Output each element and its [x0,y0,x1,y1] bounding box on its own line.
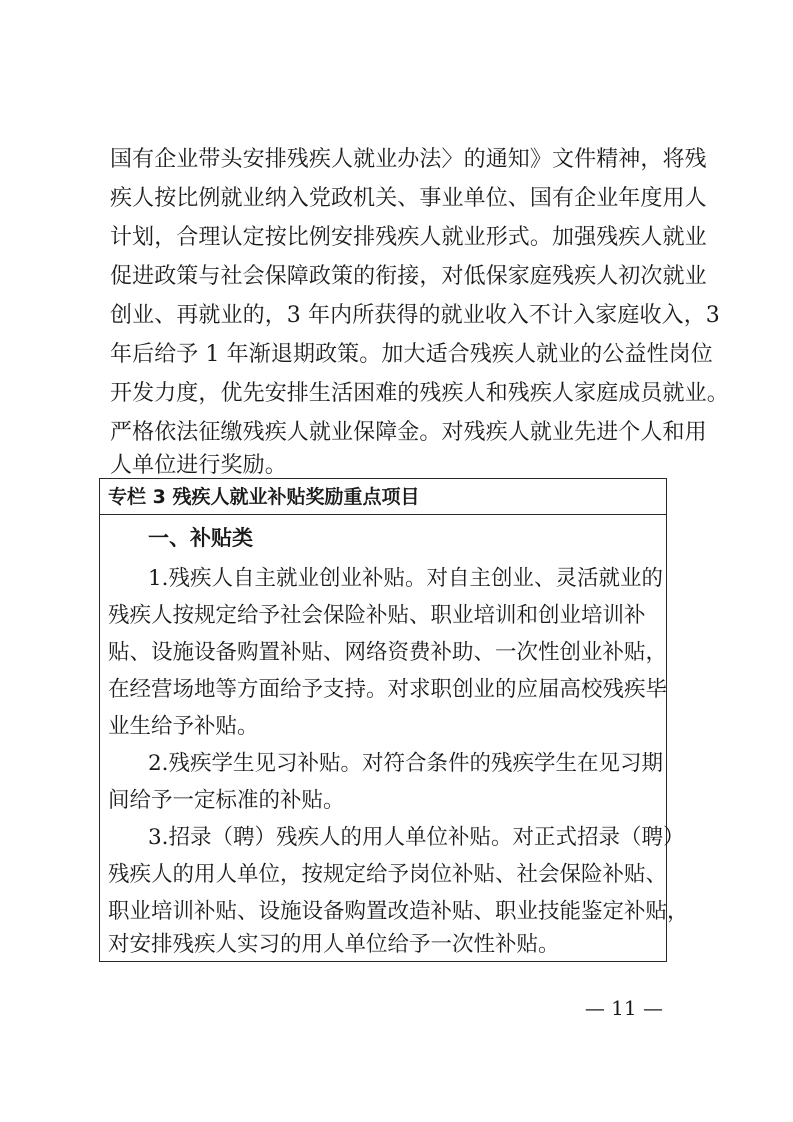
section-heading: 一、补贴类 [148,526,253,550]
box-line: 2.残疾学生见习补贴。对符合条件的残疾学生在见习期 [148,751,664,776]
box-title: 专栏 3 残疾人就业补贴奖励重点项目 [108,486,420,508]
box-line: 贴、设施设备购置补贴、网络资费补助、一次性创业补贴， [108,640,668,665]
page-number: — 11 — [584,996,663,1020]
body-line: 年后给予 1 年渐退期政策。加大适合残疾人就业的公益性岗位 [110,342,713,367]
body-line: 严格依法征缴残疾人就业保障金。对残疾人就业先进个人和用 [110,420,707,445]
body-line: 促进政策与社会保障政策的衔接，对低保家庭残疾人初次就业 [110,264,707,289]
box-line: 业生给予补贴。 [108,714,259,739]
box-line: 职业培训补贴、设施设备购置改造补贴、职业技能鉴定补贴， [108,899,689,924]
box-title-divider [99,514,667,515]
box-line: 残疾人按规定给予社会保险补贴、职业培训和创业培训补 [108,603,646,628]
box-line: 间给予一定标准的补贴。 [108,788,345,813]
box-line: 3.招录（聘）残疾人的用人单位补贴。对正式招录（聘） [148,825,685,850]
box-line: 在经营场地等方面给予支持。对求职创业的应届高校残疾毕 [108,677,668,702]
body-line: 国有企业带头安排残疾人就业办法〉的通知》文件精神，将残 [110,147,707,172]
body-line: 创业、再就业的，3 年内所获得的就业收入不计入家庭收入，3 [110,303,720,328]
body-line: 开发力度，优先安排生活困难的残疾人和残疾人家庭成员就业。 [110,381,729,406]
body-line: 计划，合理认定按比例安排残疾人就业形式。加强残疾人就业 [110,225,707,250]
body-line: 人单位进行奖励。 [110,453,287,478]
body-line: 疾人按比例就业纳入党政机关、事业单位、国有企业年度用人 [110,186,707,211]
box-line: 残疾人的用人单位，按规定给予岗位补贴、社会保险补贴、 [108,862,668,887]
box-line: 1.残疾人自主就业创业补贴。对自主创业、灵活就业的 [148,566,664,591]
box-line: 对安排残疾人实习的用人单位给予一次性补贴。 [108,932,560,957]
